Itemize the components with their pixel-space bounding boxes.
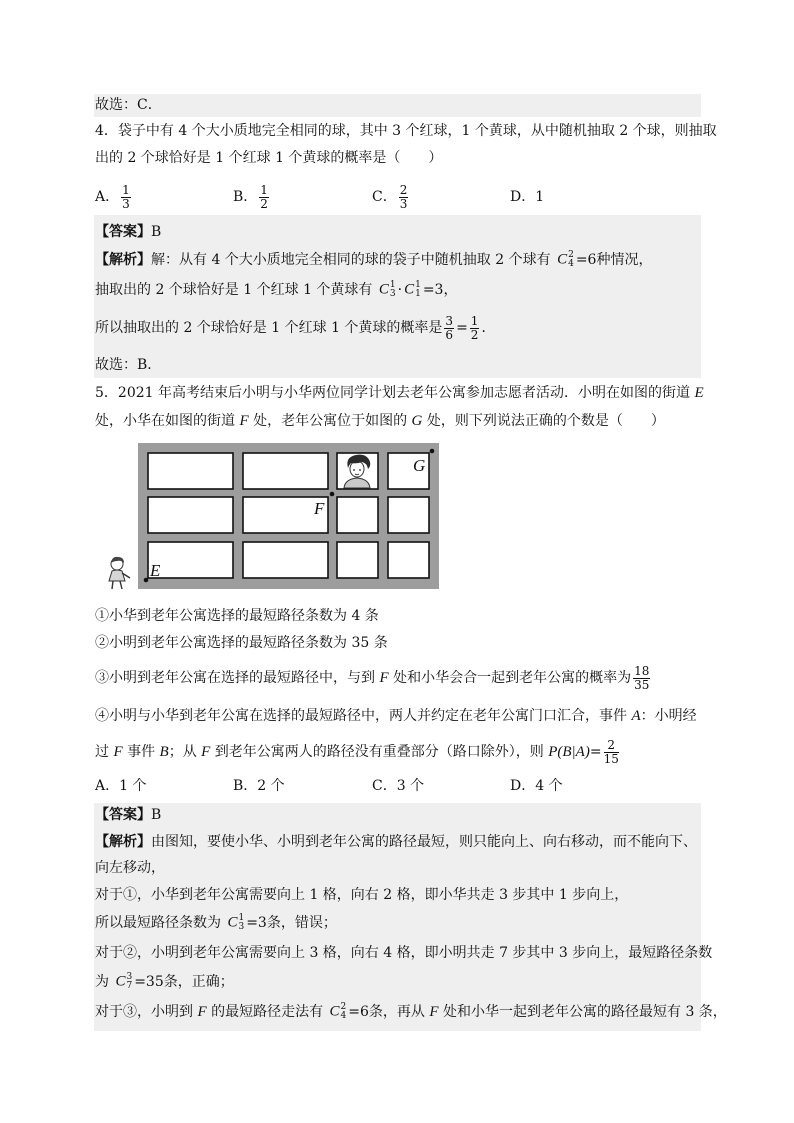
comb-sup: 2 [340, 1002, 347, 1012]
text: 到老年公寓两人的路径没有重叠部分（路口除外），则 [210, 744, 549, 760]
q5-statement-3 [95, 663, 652, 693]
text: =35条，正确； [134, 974, 234, 990]
q5-stem-line-2 [95, 411, 665, 431]
equals-sign: = [589, 744, 602, 760]
comb-sub: 4 [568, 259, 574, 269]
text: 解：从有 4 个大小质地完全相同的球的袋子中随机抽取 2 个球有 [151, 252, 556, 268]
q5-analysis-line-3: 对于①，小华到老年公寓需要向上 1 格，向右 2 格，即小华共走 3 步其中 1 步向上， [95, 887, 629, 903]
combination [557, 251, 574, 269]
variable: G [411, 413, 423, 429]
text: =3， [422, 282, 458, 298]
option-label: A． [95, 189, 120, 205]
combination [115, 973, 132, 991]
q5-analysis-line-4 [95, 913, 337, 933]
combination [330, 1003, 347, 1021]
denominator: 3 [122, 196, 130, 211]
point-f-marker [330, 492, 335, 497]
q5-analysis-line-2: 向左移动， [95, 860, 165, 876]
answer-tag: 【答案】 [95, 807, 151, 823]
text: =3条，错误； [246, 915, 337, 931]
fraction [470, 315, 480, 342]
text: 过 [95, 744, 114, 760]
street-block [148, 542, 233, 578]
equals-sign: = [456, 320, 468, 336]
comb-base: C [227, 914, 238, 931]
street-block [243, 453, 328, 489]
text: 所以最短路径条数为 [95, 915, 226, 931]
text: 抽取出的 2 个球恰好是 1 个红球 1 个黄球有 [95, 282, 377, 298]
multiply-dot: · [397, 282, 403, 298]
denominator: 6 [445, 327, 454, 342]
q4-stem-line-2: 出的 2 个球恰好是 1 个红球 1 个黄球的概率是（ ） [95, 150, 443, 166]
q5-stem-line-1 [95, 383, 704, 403]
fraction [633, 665, 650, 692]
q5-statement-2: ②小明到老年公寓选择的最短路径条数为 35 条 [95, 635, 388, 651]
comb-sup: 2 [568, 250, 574, 260]
q5-analysis-line-5: 对于②，小明到老年公寓需要向上 3 格，向右 4 格，即小明共走 7 步其中 3 步向上，最短路径条数 [95, 945, 713, 961]
denominator: 2 [260, 196, 268, 211]
text: 处和小华一起到老年公寓的路径最短有 3 条， [438, 1004, 727, 1020]
numerator: 1 [122, 182, 130, 197]
street-grid-figure [138, 443, 439, 589]
comb-base: C [115, 973, 126, 990]
comb-sub: 7 [126, 981, 133, 991]
street-block [148, 497, 233, 533]
label-e: E [150, 561, 161, 580]
text: 处和小华会合一起到老年公寓的概率为 [388, 670, 632, 686]
street-block [337, 542, 378, 578]
variable: F [379, 670, 389, 686]
comb-sup: 3 [126, 972, 133, 982]
text: 处，老年公寓位于如图的 [248, 413, 412, 429]
comb-indices [341, 1003, 347, 1021]
combination [227, 914, 244, 932]
point-g-marker [430, 449, 435, 454]
point-e-marker [144, 578, 149, 583]
q5-analysis-line-6 [95, 972, 234, 992]
q5-answer [95, 805, 161, 825]
text: ④小明与小华到老年公寓在选择的最短路径中，两人并约定在老年公寓门口汇合，事件 [95, 708, 632, 724]
comb-indices [568, 251, 574, 269]
combination [404, 281, 421, 299]
denominator: 2 [470, 327, 479, 342]
q4-answer [95, 222, 161, 242]
comb-sup: 1 [415, 280, 421, 290]
text: 由图知，要使小华、小明到老年公寓的路径最短，则只能向上、向右移动，而不能向下、 [151, 834, 697, 850]
q5-option-c: C．3 个 [372, 778, 425, 794]
q4-option-d [510, 182, 544, 212]
comb-sup: 1 [389, 280, 396, 290]
answer-tag: 【答案】 [95, 224, 151, 240]
numerator: 1 [260, 182, 268, 197]
denominator: 35 [634, 677, 650, 692]
analysis-tag: 【解析】 [95, 834, 151, 850]
variable: E [694, 385, 704, 401]
q5-option-b: B．2 个 [233, 778, 285, 794]
text: =6条，再从 [348, 1004, 430, 1020]
q5-option-a: A．1 个 [95, 778, 147, 794]
comb-base: C [378, 281, 389, 298]
text: 处，则下列说法正确的个数是（ ） [422, 413, 665, 429]
numerator: 1 [470, 313, 479, 328]
text: 为 [95, 974, 114, 990]
comb-sub: 3 [389, 289, 396, 299]
q4-analysis-line-2 [95, 280, 457, 300]
numerator: 3 [445, 313, 454, 328]
q4-option-c [372, 182, 410, 212]
street-block [148, 453, 233, 489]
q5-statement-4-line-1 [95, 706, 697, 726]
text: ． [481, 320, 496, 336]
variable: F [239, 413, 249, 429]
variable: F [201, 744, 211, 760]
q4-stem-line-1: 4．袋子中有 4 个大小质地完全相同的球，其中 3 个红球，1 个黄球，从中随机抽取 2 个球，则抽取 [95, 123, 717, 139]
q5-analysis-line-1 [95, 832, 697, 852]
q5-statement-4-line-2 [95, 737, 621, 767]
text: =6种情况， [575, 252, 653, 268]
text: ③小明到老年公寓在选择的最短路径中，与到 [95, 670, 380, 686]
label-f: F [314, 499, 325, 518]
fraction [399, 184, 409, 211]
text: 的最短路径走法有 [206, 1004, 328, 1020]
street-block [388, 497, 429, 533]
variable: F [429, 1004, 439, 1020]
fraction [444, 315, 454, 342]
numerator: 2 [604, 739, 619, 753]
q5-statement-1: ①小华到老年公寓选择的最短路径条数为 4 条 [95, 608, 379, 624]
q4-analysis-line-1 [95, 250, 652, 270]
answer-value: B [151, 224, 162, 240]
comb-base: C [329, 1003, 340, 1020]
numerator: 18 [634, 663, 650, 678]
text: ：小明经 [640, 708, 697, 724]
fraction [604, 739, 619, 766]
option-label: B． [233, 189, 258, 205]
answer-shading-previous [94, 94, 701, 117]
option-label: C． [372, 189, 397, 205]
child-illustration-icon [104, 556, 136, 590]
q4-option-b [233, 182, 271, 212]
q4-option-a [95, 182, 133, 212]
text: 事件 [122, 744, 160, 760]
comb-indices [126, 973, 132, 991]
comb-indices [390, 281, 396, 299]
text: 处，小华在如图的街道 [95, 413, 240, 429]
variable: F [197, 1004, 207, 1020]
street-block [337, 497, 378, 533]
label-g: G [413, 456, 426, 475]
option-value: 1 [535, 189, 545, 205]
comb-indices [415, 281, 421, 299]
combination [379, 281, 396, 299]
denominator: 3 [399, 196, 408, 211]
text: 所以抽取出的 2 个球恰好是 1 个红球 1 个黄球的概率是 [95, 320, 443, 336]
denominator: 15 [603, 751, 619, 766]
q5-analysis-line-7 [95, 1002, 727, 1022]
comb-sub: 1 [415, 289, 421, 299]
street-block [243, 542, 328, 578]
previous-conclusion: 故选：C． [95, 97, 162, 113]
comb-sub: 4 [340, 1011, 347, 1021]
numerator: 2 [399, 182, 408, 197]
comb-base: C [557, 251, 568, 268]
answer-value: B [151, 807, 162, 823]
text: 5．2021 年高考结束后小明与小华两位同学计划去老年公寓参加志愿者活动．小明在如图的街道 [95, 385, 695, 401]
fraction [121, 184, 131, 211]
q5-option-d: D．4 个 [510, 778, 563, 794]
comb-indices [238, 914, 244, 932]
text: 对于③，小明到 [95, 1004, 198, 1020]
option-label: D． [510, 189, 536, 205]
analysis-tag: 【解析】 [95, 252, 151, 268]
variable: A [631, 708, 641, 724]
text: ；从 [168, 744, 202, 760]
fraction [259, 184, 269, 211]
q4-conclusion: 故选：B． [95, 357, 162, 373]
comb-sub: 3 [238, 922, 245, 932]
probability-expression: P(B|A) [548, 744, 590, 760]
comb-sup: 1 [238, 913, 245, 923]
comb-base: C [404, 281, 415, 298]
variable: F [113, 744, 123, 760]
street-block [388, 542, 429, 578]
q4-analysis-line-3 [95, 313, 495, 343]
variable: B [159, 744, 169, 760]
